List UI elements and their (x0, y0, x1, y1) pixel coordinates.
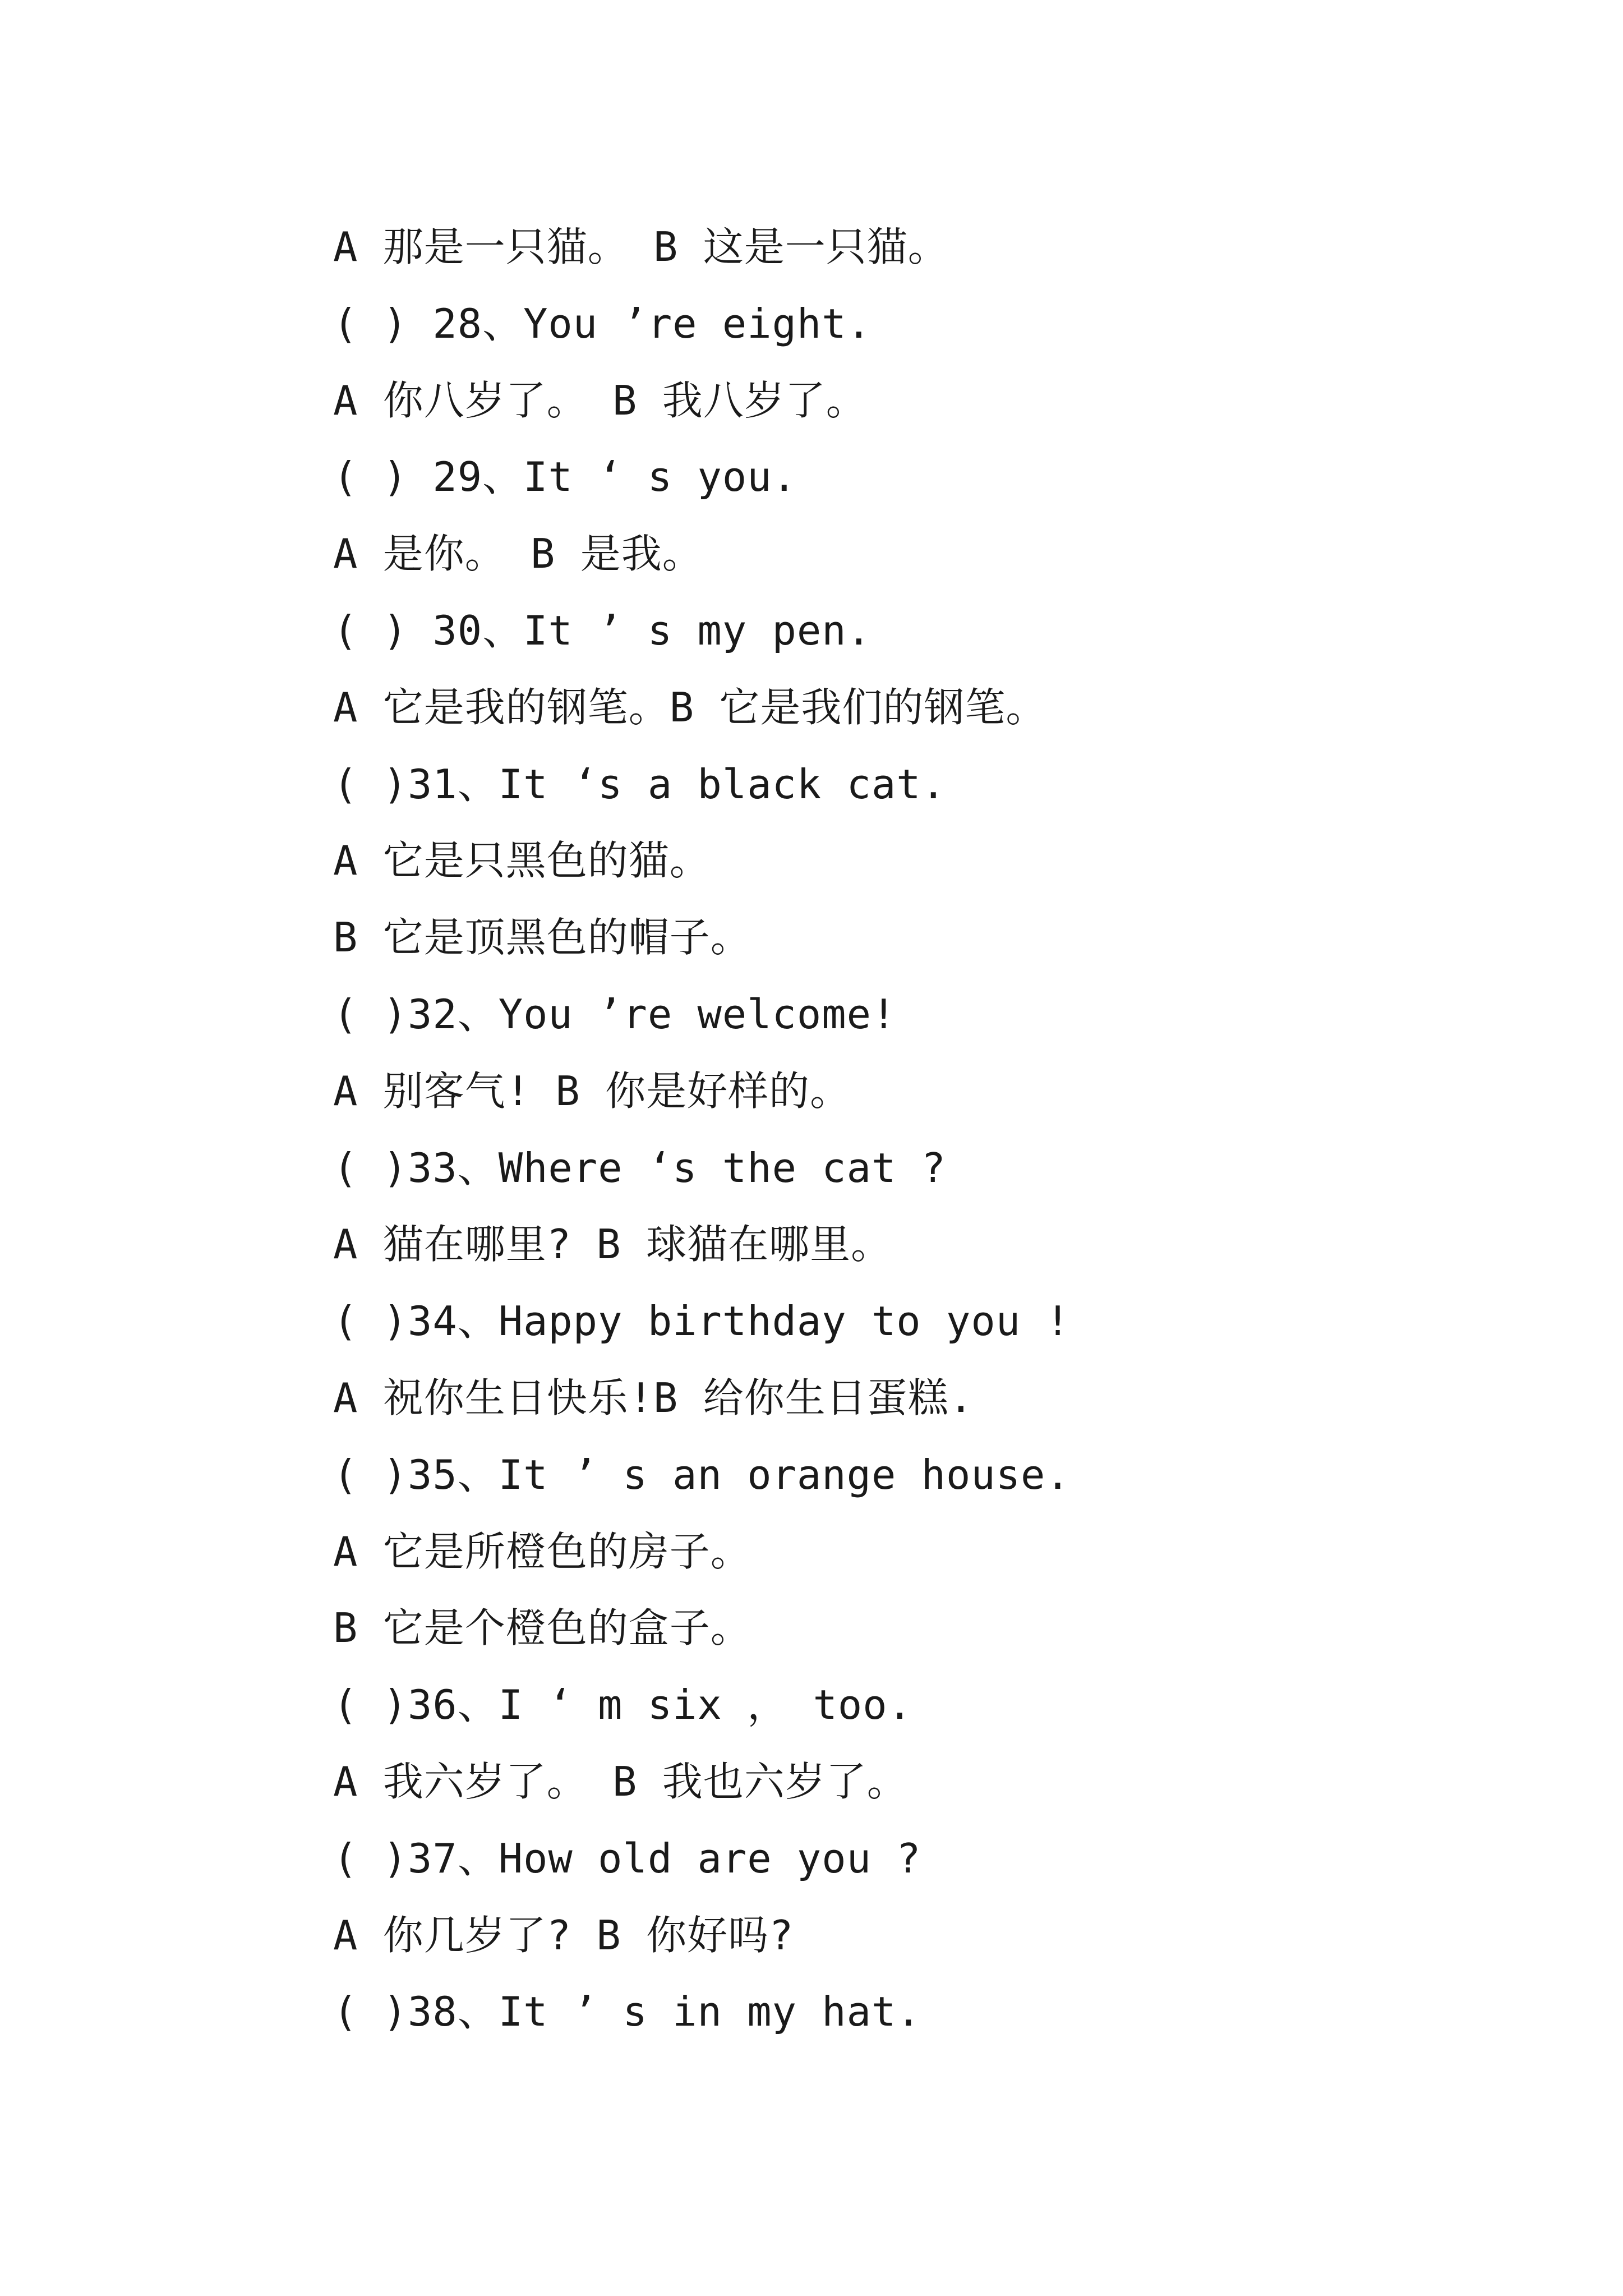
question-line: ( ) 28、You ’re eight. (333, 300, 872, 347)
answer-options-line: A 是你。 B 是我。 (333, 530, 703, 578)
answer-options-line: A 我六岁了。 B 我也六岁了。 (333, 1757, 908, 1805)
answer-options-line: A 猫在哪里? B 球猫在哪里。 (333, 1221, 892, 1268)
question-line: ( )32、You ’re welcome! (333, 990, 897, 1038)
question-line: ( )31、It ‘s a black cat. (333, 760, 946, 808)
question-line: ( )33、Where ‘s the cat ? (333, 1144, 946, 1191)
answer-options-line: A 别客气! B 你是好样的。 (333, 1067, 851, 1115)
answer-options-line: A 你几岁了? B 你好吗? (333, 1911, 794, 1959)
answer-options-line: A 祝你生日快乐!B 给你生日蛋糕. (333, 1374, 974, 1421)
answer-options-line: A 那是一只猫。 B 这是一只猫。 (333, 223, 949, 270)
answer-options-line: A 它是我的钢笔。B 它是我们的钢笔。 (333, 683, 1047, 731)
question-line: ( ) 30、It ’ s my pen. (333, 606, 872, 654)
question-line: ( )35、It ’ s an orange house. (333, 1451, 1071, 1498)
answer-option-line: B 它是顶黑色的帽子。 (333, 914, 751, 961)
question-line: ( )37、How old are you ? (333, 1834, 921, 1882)
answer-option-line: B 它是个橙色的盒子。 (333, 1604, 751, 1652)
question-line: ( )34、Happy birthday to you ! (333, 1297, 1071, 1345)
question-line: ( )38、It ’ s in my hat. (333, 1988, 921, 2036)
question-line: ( )36、I ‘ m six ， too. (333, 1681, 912, 1729)
answer-option-line: A 它是只黑色的猫。 (333, 837, 711, 885)
answer-option-line: A 它是所橙色的房子。 (333, 1527, 751, 1575)
question-list (333, 209, 1539, 2050)
question-line: ( ) 29、It ‘ s you. (333, 453, 797, 501)
answer-options-line: A 你八岁了。 B 我八岁了。 (333, 376, 867, 424)
